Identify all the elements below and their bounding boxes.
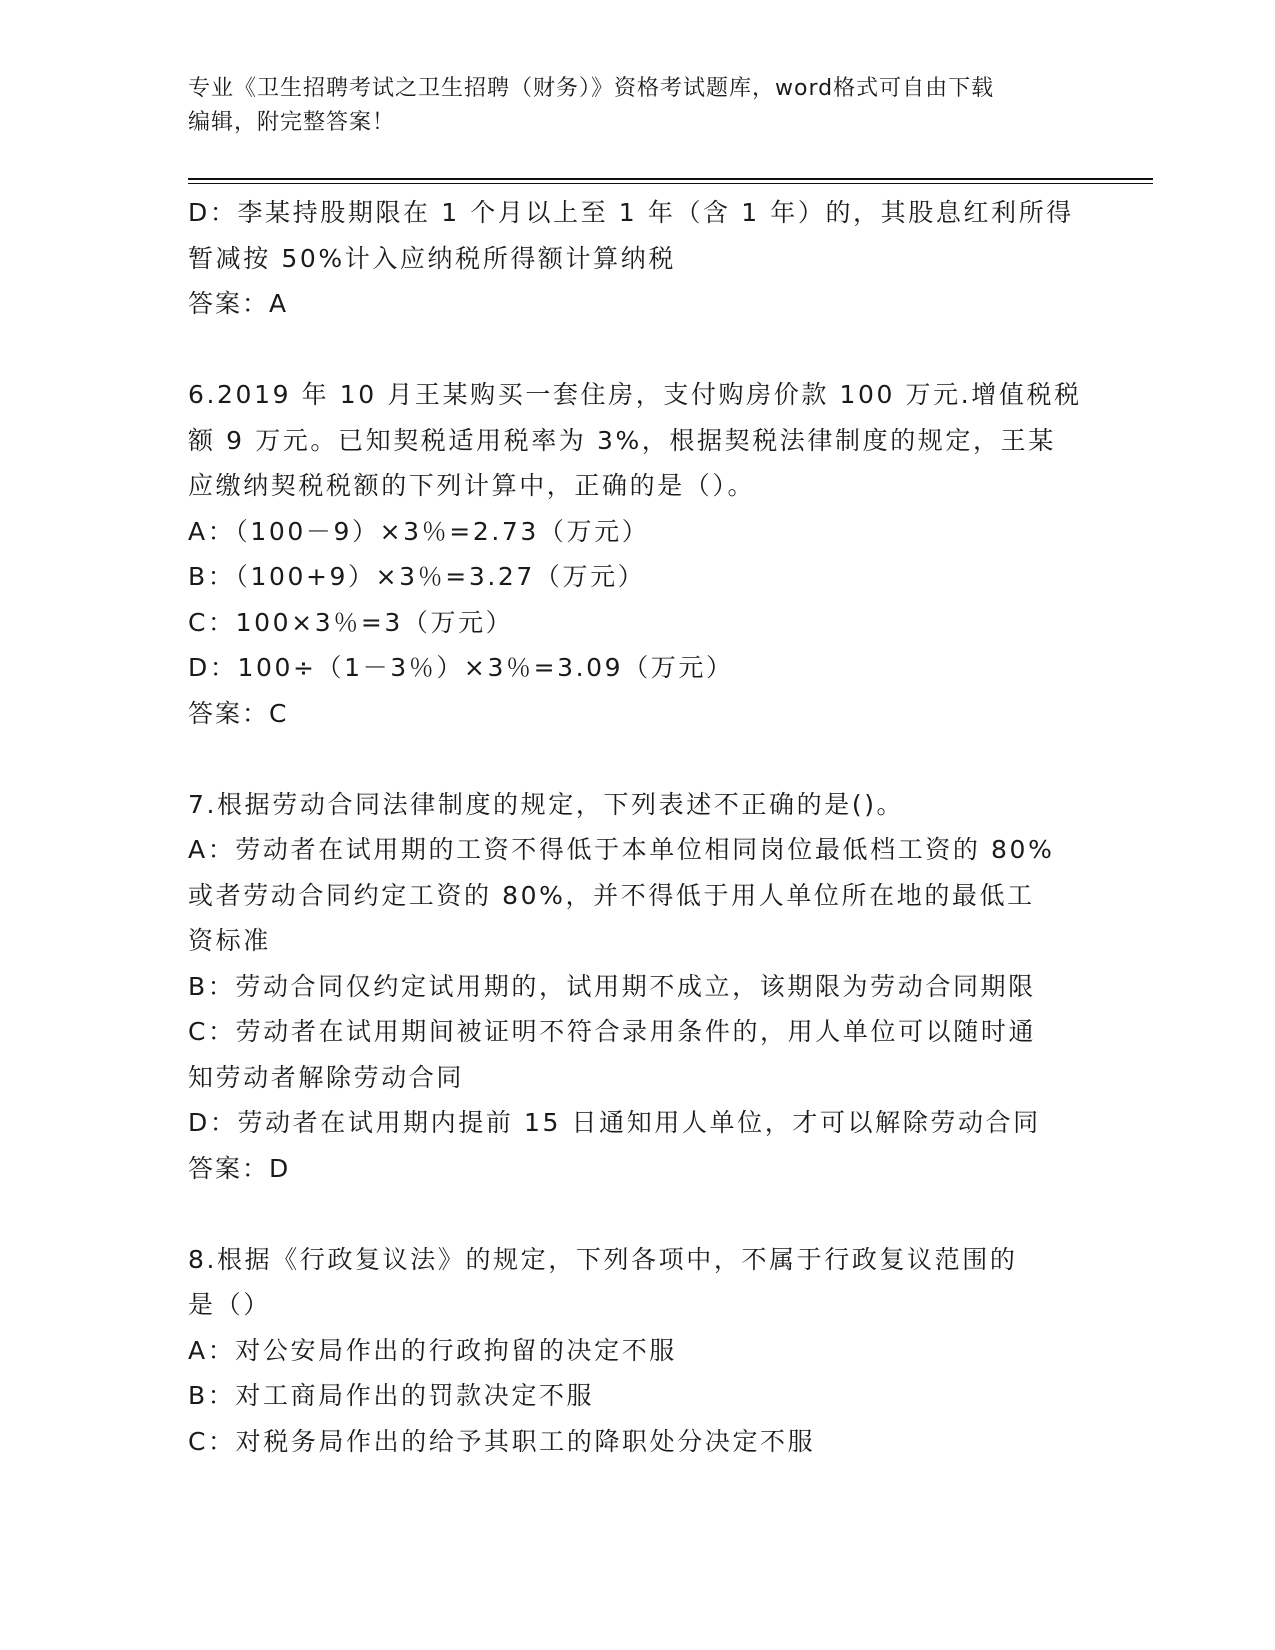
header-line-1: 专业《卫生招聘考试之卫生招聘（财务）》资格考试题库，word格式可自由下载 xyxy=(188,76,995,101)
q7-option-b: B：劳动合同仅约定试用期的，试用期不成立，该期限为劳动合同期限 xyxy=(188,971,1036,1001)
header-divider-thin xyxy=(188,183,1153,184)
q8-option-c: C：对税务局作出的给予其职工的降职处分决定不服 xyxy=(188,1426,816,1456)
q5-option-d-line-1: D：李某持股期限在 1 个月以上至 1 年（含 1 年）的，其股息红利所得 xyxy=(188,198,1074,227)
q6-answer: 答案：C xyxy=(188,698,289,728)
q7-stem: 7.根据劳动合同法律制度的规定，下列表述不正确的是()。 xyxy=(188,789,905,819)
document-body xyxy=(188,190,1088,1464)
q6-stem-line-1: 6.2019 年 10 月王某购买一套住房，支付购房价款 100 万元.增值税税 xyxy=(188,380,1082,409)
question-5-tail xyxy=(188,190,1088,327)
question-7 xyxy=(188,782,1088,1192)
q8-option-b: B：对工商局作出的罚款决定不服 xyxy=(188,1381,595,1410)
header-line-2: 编辑，附完整答案！ xyxy=(188,110,396,135)
q5-option-d-line-2: 暂减按 50%计入应纳税所得额计算纳税 xyxy=(188,243,676,273)
q8-option-a: A：对公安局作出的行政拘留的决定不服 xyxy=(188,1335,677,1365)
header-divider-thick xyxy=(188,178,1153,180)
q7-option-c-line-1: C：劳动者在试用期间被证明不符合录用条件的，用人单位可以随时通 xyxy=(188,1017,1037,1046)
q6-stem-line-2: 额 9 万元。已知契税适用税率为 3%，根据契税法律制度的规定，王某 xyxy=(188,425,1056,455)
q7-option-a-line-1: A：劳动者在试用期的工资不得低于本单位相同岗位最低档工资的 80% xyxy=(188,835,1055,864)
q7-option-a-line-3: 资标准 xyxy=(188,926,271,955)
q6-option-b: B：（100+9）×3％=3.27（万元） xyxy=(188,562,646,591)
q6-option-c: C：100×3％=3（万元） xyxy=(188,607,514,637)
question-8 xyxy=(188,1237,1088,1465)
q8-stem-line-1: 8.根据《行政复议法》的规定，下列各项中，不属于行政复议范围的 xyxy=(188,1244,1018,1274)
q7-answer: 答案：D xyxy=(188,1153,291,1183)
spacer xyxy=(188,1191,1088,1237)
q5-answer: 答案：A xyxy=(188,289,289,318)
spacer xyxy=(188,327,1088,373)
q6-stem-line-3: 应缴纳契税税额的下列计算中，正确的是（）。 xyxy=(188,471,756,500)
question-6 xyxy=(188,372,1088,736)
document-header xyxy=(188,72,1088,140)
q7-option-d: D：劳动者在试用期内提前 15 日通知用人单位，才可以解除劳动合同 xyxy=(188,1108,1041,1137)
q8-stem-line-2: 是（） xyxy=(188,1290,271,1319)
q6-option-a: A：（100－9）×3％=2.73（万元） xyxy=(188,516,650,546)
q7-option-a-line-2: 或者劳动合同约定工资的 80%，并不得低于用人单位所在地的最低工 xyxy=(188,880,1035,910)
q6-option-d: D：100÷（1－3％）×3％=3.09（万元） xyxy=(188,653,734,682)
q7-option-c-line-2: 知劳动者解除劳动合同 xyxy=(188,1062,465,1092)
spacer xyxy=(188,736,1088,782)
